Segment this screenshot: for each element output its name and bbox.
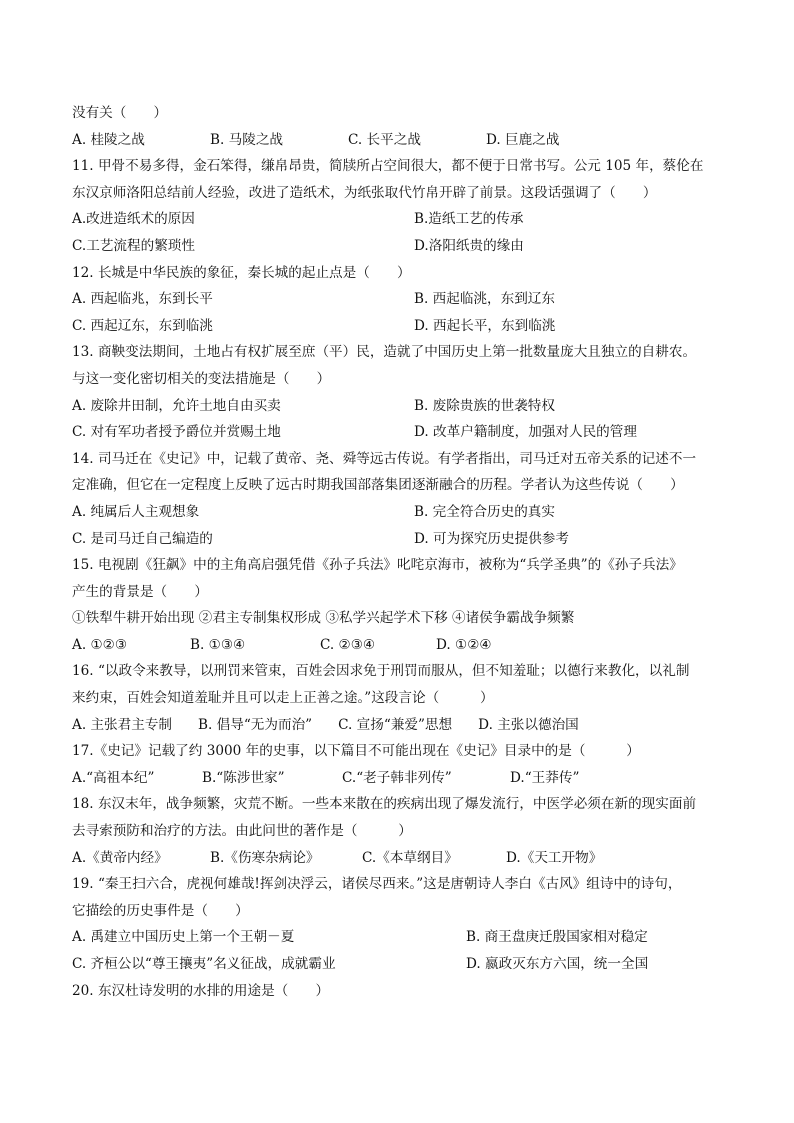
exam-page xyxy=(72,100,732,1004)
q11-options-row-2 xyxy=(72,233,732,260)
q15-stem-line-2: 产生的背景是（ ） xyxy=(72,583,208,600)
q19-stem-line-2: 它描绘的历史事件是（ ） xyxy=(72,902,249,919)
q13-options-row-1 xyxy=(72,393,732,420)
q16-stem-line-2: 来约束，百姓会知道羞耻并且可以走上正善之途。”这段言论（ ） xyxy=(72,690,494,707)
q17-stem-line-1: 17.《史记》记载了约 3000 年的史事，以下篇目不可能出现在《史记》目录中的是（ ） xyxy=(72,743,640,760)
q15-option-d: D. ①②④ xyxy=(436,636,492,653)
q13-option-c: C. 对有军功者授予爵位并赏赐土地 xyxy=(72,424,281,441)
q17-option-d: D.“王莽传” xyxy=(510,769,580,786)
q19-options-row-2 xyxy=(72,951,732,978)
q17-option-b: B.“陈涉世家” xyxy=(202,769,285,786)
q16-option-d: D. 主张以德治国 xyxy=(478,716,579,733)
q10-option-c: C. 长平之战 xyxy=(348,131,421,148)
q12-stem-line-1: 12. 长城是中华民族的象征，秦长城的起止点是（ ） xyxy=(72,264,411,281)
q11-option-d: D.洛阳纸贵的缘由 xyxy=(414,237,524,254)
q13-option-a: A. 废除井田制，允许土地自由买卖 xyxy=(72,397,281,414)
q13-option-b: B. 废除贵族的世袭特权 xyxy=(414,397,555,414)
q18-options xyxy=(72,845,732,872)
q12-options-row-1 xyxy=(72,286,732,313)
q15-option-a: A. ①②③ xyxy=(72,636,128,653)
q17-option-c: C.“老子韩非列传” xyxy=(342,769,452,786)
q11-option-b: B.造纸工艺的传承 xyxy=(414,211,524,228)
q18-option-a: A.《黄帝内经》 xyxy=(72,849,168,866)
q15-options xyxy=(72,632,732,659)
q14-option-a: A. 纯属后人主观想象 xyxy=(72,503,200,520)
q13-options-row-2 xyxy=(72,419,732,446)
q11-options-row-1 xyxy=(72,206,732,233)
q13-stem-line-2: 与这一变化密切相关的变法措施是（ ） xyxy=(72,370,331,387)
q12-option-c: C. 西起辽东，东到临洮 xyxy=(72,317,213,334)
q10-option-a: A. 桂陵之战 xyxy=(72,131,145,148)
q13-option-d: D. 改革户籍制度，加强对人民的管理 xyxy=(414,424,637,441)
q20-stem-line-1: 20. 东汉杜诗发明的水排的用途是（ ） xyxy=(72,982,330,999)
q14-option-c: C. 是司马迁自己编造的 xyxy=(72,530,213,547)
q16-option-a: A. 主张君主专制 xyxy=(72,716,173,733)
q14-options-row-1 xyxy=(72,499,732,526)
q19-option-d: D. 嬴政灭东方六国，统一全国 xyxy=(466,956,649,972)
q10-option-d: D. 巨鹿之战 xyxy=(486,131,560,148)
q19-options-row-1 xyxy=(72,924,732,951)
q16-option-c: C. 宣扬“兼爱”思想 xyxy=(338,716,453,733)
q14-stem-line-1: 14. 司马迁在《史记》中，记载了黄帝、尧、舜等远古传说。有学者指出，司马迁对五帝关系的记述不一 xyxy=(72,450,697,467)
q10-option-b: B. 马陵之战 xyxy=(210,131,284,148)
q15-stem-line-1: 15. 电视剧《狂飙》中的主角高启强凭借《孙子兵法》叱咤京海市，被称为“兵学圣典”的《孙子兵法》 xyxy=(72,557,683,574)
q11-option-a: A.改进造纸术的原因 xyxy=(72,211,195,228)
q12-option-a: A. 西起临兆，东到长平 xyxy=(72,291,213,308)
q16-option-b: B. 倡导“无为而治” xyxy=(198,716,313,733)
q12-options-row-2 xyxy=(72,313,732,340)
q12-option-d: D. 西起长平，东到临洮 xyxy=(414,317,556,334)
q16-stem-line-1: 16. “以政令来教导，以刑罚来管束，百姓会因求免于刑罚而服从，但不知羞耻；以德行来教化，以礼制 xyxy=(72,663,690,680)
q19-option-b: B. 商王盘庚迁殷国家相对稳定 xyxy=(466,929,648,946)
q15-option-b: B. ①③④ xyxy=(190,636,246,653)
q17-option-a: A.“高祖本纪” xyxy=(72,769,155,786)
q11-stem-line-2: 东汉京师洛阳总结前人经验，改进了造纸术，为纸张取代竹帛开辟了前景。这段话强调了（ ） xyxy=(72,184,657,201)
q19-option-a: A. 禹建立中国历史上第一个王朝－夏 xyxy=(72,929,295,946)
q16-options xyxy=(72,712,732,739)
q15-statements: ①铁犁牛耕开始出现 ②君主专制集权形成 ③私学兴起学术下移 ④诸侯争霸战争频繁 xyxy=(72,610,575,627)
q18-option-c: C.《本草纲目》 xyxy=(362,849,458,866)
q13-stem-line-1: 13. 商鞅变法期间，土地占有权扩展至庶（平）民，造就了中国历史上第一批数量庞大且独立的自耕农。 xyxy=(72,344,697,361)
q14-stem-line-2: 定准确，但它在一定程度上反映了远古时期我国部落集团逐渐融合的历程。学者认为这些传说（ ） xyxy=(72,477,684,494)
intro-line: 没有关（ ） xyxy=(72,105,168,121)
q12-option-b: B. 西起临洮，东到辽东 xyxy=(414,291,555,308)
q11-stem-line-1: 11. 甲骨不易多得，金石笨得，缣帛昂贵，简牍所占空间很大，都不便于日常书写。公元 105 年，蔡伦在 xyxy=(72,158,704,175)
q14-options-row-2 xyxy=(72,526,732,553)
q15-option-c: C. ②③④ xyxy=(320,636,376,653)
q19-stem-line-1: 19. “秦王扫六合，虎视何雄哉!挥剑决浮云，诸侯尽西来。”这是唐朝诗人李白《古风》组诗中的诗句， xyxy=(72,876,682,893)
q10-options xyxy=(72,127,732,154)
q19-option-c: C. 齐桓公以“尊王攘夷”名义征战，成就霸业 xyxy=(72,956,336,972)
q18-option-b: B.《伤寒杂病论》 xyxy=(210,849,320,866)
q14-option-b: B. 完全符合历史的真实 xyxy=(414,503,555,520)
q18-stem-line-1: 18. 东汉末年，战争频繁，灾荒不断。一些本来散在的疾病出现了爆发流行，中医学必须在新的现实面前 xyxy=(72,796,697,813)
q18-stem-line-2: 去寻索预防和治疗的方法。由此问世的著作是（ ） xyxy=(72,823,412,840)
q11-option-c: C.工艺流程的繁琐性 xyxy=(72,237,195,254)
q18-option-d: D.《天工开物》 xyxy=(506,849,603,866)
q17-options xyxy=(72,765,732,792)
q14-option-d: D. 可为探究历史提供参考 xyxy=(414,530,569,547)
